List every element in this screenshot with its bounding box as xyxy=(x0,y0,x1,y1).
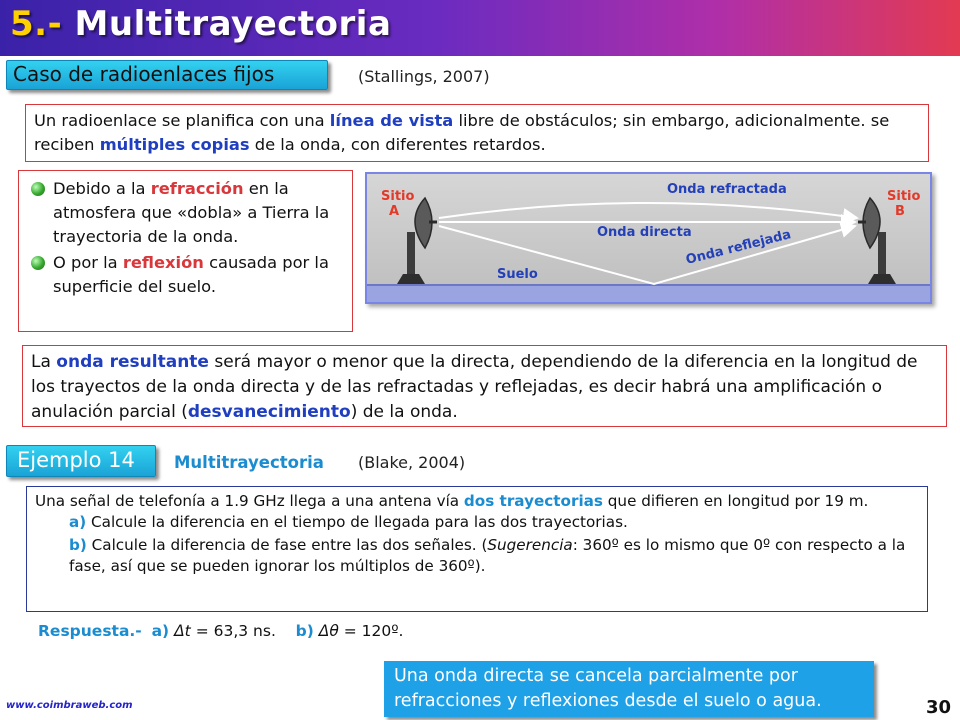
problem-part-a xyxy=(35,512,919,533)
result-box xyxy=(22,345,947,427)
result-highlight-resulting-wave: onda resultante xyxy=(56,352,209,372)
site-b-label-2: B xyxy=(895,204,905,219)
ground-strip xyxy=(367,284,930,302)
title-label: Multitrayectoria xyxy=(74,4,392,44)
answer-a-value: = 63,3 ns. xyxy=(190,622,276,640)
intro-highlight-multiple-copies: múltiples copias xyxy=(99,135,250,154)
problem-statement xyxy=(35,491,919,512)
summary-note: Una onda directa se cancela parcialmente por refracciones y reflexiones desde el suelo o agua. xyxy=(384,661,874,717)
bullet-text-1: Debido a la xyxy=(53,179,151,198)
part-a-label: a) xyxy=(69,513,87,531)
footer-site[interactable]: www.coimbraweb.com xyxy=(6,700,133,711)
part-b-label: b) xyxy=(69,536,87,554)
problem-text-2: que difieren en longitud por 19 m. xyxy=(602,492,869,510)
example-topic: Multitrayectoria xyxy=(174,453,324,472)
section-tag: Caso de radioenlaces fijos xyxy=(6,60,328,90)
answer-b-value: = 120º. xyxy=(338,622,404,640)
page-number: 30 xyxy=(926,697,952,718)
ground-label: Suelo xyxy=(497,267,538,282)
site-a-label-2: A xyxy=(389,204,400,219)
problem-part-b xyxy=(35,535,919,577)
answer-a-label: a) xyxy=(151,622,170,640)
example-citation: (Blake, 2004) xyxy=(358,453,466,472)
intro-box xyxy=(25,104,929,162)
intro-text-3: de la onda, con diferentes retardos. xyxy=(249,135,546,154)
multipath-diagram xyxy=(365,172,932,304)
title-bar xyxy=(0,0,960,56)
section-citation: (Stallings, 2007) xyxy=(358,67,490,86)
part-b-text-1: Calcule la diferencia de fase entre las dos señales. ( xyxy=(86,536,488,554)
result-highlight-fading: desvanecimiento xyxy=(187,402,351,422)
part-b-text-2: : 360º es lo mismo que 0º con respecto a la fase, así que se pueden ignorar los múltiplos de 360º). xyxy=(69,536,906,575)
result-text-1: La xyxy=(31,352,57,372)
title-number: 5.- xyxy=(10,4,63,44)
intro-highlight-line-of-sight: línea de vista xyxy=(329,111,454,130)
answer-b-symbol: Δθ xyxy=(318,622,339,640)
result-text-2: será mayor o menor que la directa, dependiendo de la diferencia en la longitud de los trayectos de la onda directa y de las refractadas y reflejadas, es decir habrá una amplificación o anulación parcial ( xyxy=(31,352,918,422)
problem-text-1: Una señal de telefonía a 1.9 GHz llega a una antena vía xyxy=(35,492,464,510)
reflected-wave-label: Onda reflejada xyxy=(684,227,793,268)
refracted-wave-label: Onda refractada xyxy=(667,182,787,197)
problem-highlight-two-paths: dos trayectorias xyxy=(463,492,603,510)
site-a-label-1: Sitio xyxy=(381,189,415,204)
example-tag: Ejemplo 14 xyxy=(6,445,156,477)
bullet-text-1: O por la xyxy=(53,253,123,272)
part-b-hint: Sugerencia xyxy=(487,536,573,554)
part-a-text: Calcule la diferencia en el tiempo de llegada para las dos trayectorias. xyxy=(86,513,628,531)
bullet-icon xyxy=(31,182,45,196)
bullet-highlight-reflection: reflexión xyxy=(122,253,204,272)
answer-label: Respuesta.- xyxy=(38,622,142,640)
causes-list xyxy=(29,177,346,299)
multipath-diagram-svg xyxy=(367,174,930,302)
causes-box xyxy=(18,170,353,332)
answer-a-symbol: Δt xyxy=(174,622,191,640)
site-b-label-1: Sitio xyxy=(887,189,921,204)
bullet-text-2: causada por la superficie del suelo. xyxy=(53,253,329,296)
bullet-text-2: en la atmosfera que «dobla» a Tierra la trayectoria de la onda. xyxy=(53,179,330,246)
bullet-highlight-refraction: refracción xyxy=(150,179,244,198)
answer-line xyxy=(38,622,403,640)
result-text-3: ) de la onda. xyxy=(350,402,458,422)
intro-text-2: libre de obstáculos; sin embargo, adicionalmente. se reciben xyxy=(34,111,890,154)
direct-wave-label: Onda directa xyxy=(597,225,692,240)
problem-box xyxy=(26,486,928,612)
bullet-icon xyxy=(31,256,45,270)
list-item xyxy=(29,177,346,249)
page-title xyxy=(10,4,391,44)
answer-b-label: b) xyxy=(295,622,314,640)
intro-text-1: Un radioenlace se planifica con una xyxy=(34,111,330,130)
list-item xyxy=(29,251,346,299)
